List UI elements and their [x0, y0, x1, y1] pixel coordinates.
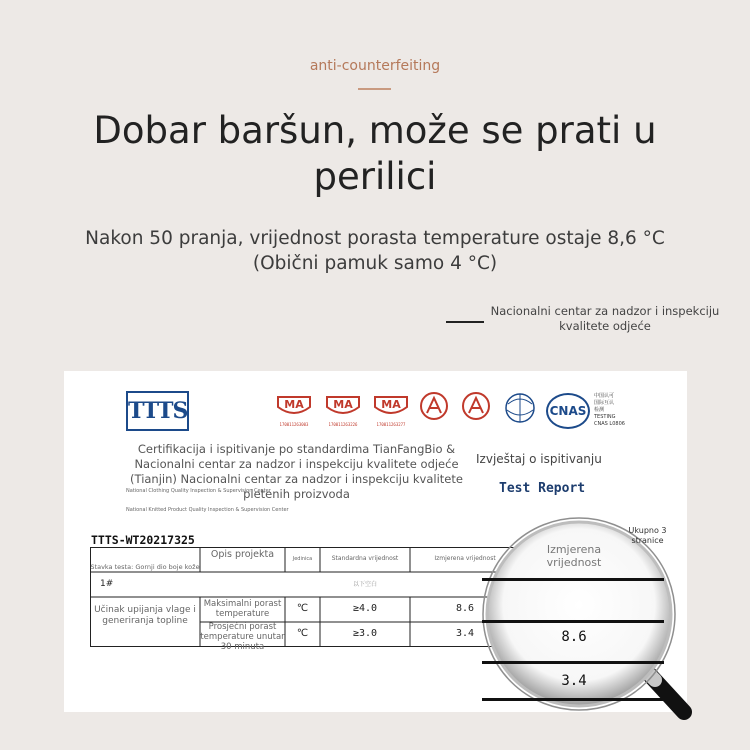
ma-code: 170011263277 [376, 422, 406, 427]
ma-code: 170011263003 [279, 422, 309, 427]
magnifier-rule [482, 620, 664, 623]
header-standard: Standardna vrijednost [331, 555, 399, 562]
header-unit: Jedinica [292, 556, 313, 562]
row-standard: ≥3.0 [352, 628, 378, 639]
report-label: Izvještaj o ispitivanju [476, 452, 602, 466]
subtitle-line-2: (Obični pamuk samo 4 °C) [252, 253, 498, 274]
source-note: Nacionalni centar za nadzor i inspekciju kvalitete odjeće [490, 304, 720, 333]
subtitle-line-1: Nakon 50 pranja, vrijednost porasta temperature ostaje 8,6 °C [85, 228, 665, 249]
row-name: Maksimalni porast temperature [203, 599, 282, 619]
cnas-line: 中国认可 [594, 393, 615, 399]
row-unit: ℃ [296, 628, 309, 639]
ma-cert-mark [325, 395, 361, 427]
faint-center-line-1: National Clothing Quality Inspection & Supervision Center [126, 488, 271, 494]
cal-seal-icon [461, 391, 491, 421]
magnifier-rule [482, 661, 664, 664]
cnas-line: 检测 [594, 407, 605, 413]
row-unit: ℃ [296, 603, 309, 614]
tag-underline [358, 88, 391, 90]
test-report-document [64, 371, 687, 712]
report-code: TTTS-WT20217325 [91, 533, 195, 547]
note-dash [446, 321, 484, 323]
magnified-value-2: 3.4 [561, 673, 587, 689]
subtitle [40, 226, 710, 276]
ilac-mra-icon [504, 391, 536, 429]
faint-center-line-2: National Knitted Product Quality Inspection & Supervision Center [126, 507, 289, 513]
report-title: Test Report [499, 481, 586, 496]
header-description: Opis projekta [210, 549, 275, 560]
ma-label: MA [284, 398, 304, 411]
ma-label: MA [381, 398, 401, 411]
row-measured: 8.6 [455, 603, 475, 614]
ma-cert-mark [373, 395, 409, 427]
magnifier-rule [482, 578, 664, 581]
pages-note: Ukupno 3 stranice [628, 526, 667, 545]
ttts-logo: TTTS [126, 391, 189, 431]
ma-cert-mark [276, 395, 312, 427]
magnified-value-1: 8.6 [561, 629, 587, 645]
certification-text: Certifikacija i ispitivanje po standardima TianFangBio & Nacionalni centar za nadzor i inspekciju kvalitete odjeće (Tianjin) Nacionalni centar za nadzor i inspekciju kvalitete pletenih proizvoda [130, 442, 463, 501]
row-index: 1# [100, 579, 114, 589]
cal-seal-icon [419, 391, 449, 421]
ma-code: 170011263226 [328, 422, 358, 427]
row-measured: 3.4 [455, 628, 475, 639]
cnas-logo: CNAS [546, 393, 590, 429]
cnas-line: CNAS L0806 [594, 421, 625, 427]
group-label: Učinak upijanja vlage i generiranja topline [94, 605, 196, 626]
magnified-header: Izmjerena vrijednost [546, 543, 602, 569]
headline: Dobar baršun, može se prati u perilici [93, 109, 657, 198]
row-standard: ≥4.0 [352, 603, 378, 614]
magnifier-rule [482, 698, 664, 701]
cnas-details [594, 393, 639, 428]
row-name: Prosječni porast temperature unutar 30 minuta [200, 622, 285, 652]
section-tag: anti-counterfeiting [309, 58, 441, 74]
header-sample: Stavka testa: Gornji dio boje kože [90, 563, 200, 571]
cnas-line: TESTING [594, 414, 616, 420]
header-measured: Izmjerena vrijednost [434, 555, 496, 562]
cnas-line: 国际互认 [594, 400, 615, 406]
ma-label: MA [333, 398, 353, 411]
blank-note: 以下空白 [352, 581, 377, 588]
